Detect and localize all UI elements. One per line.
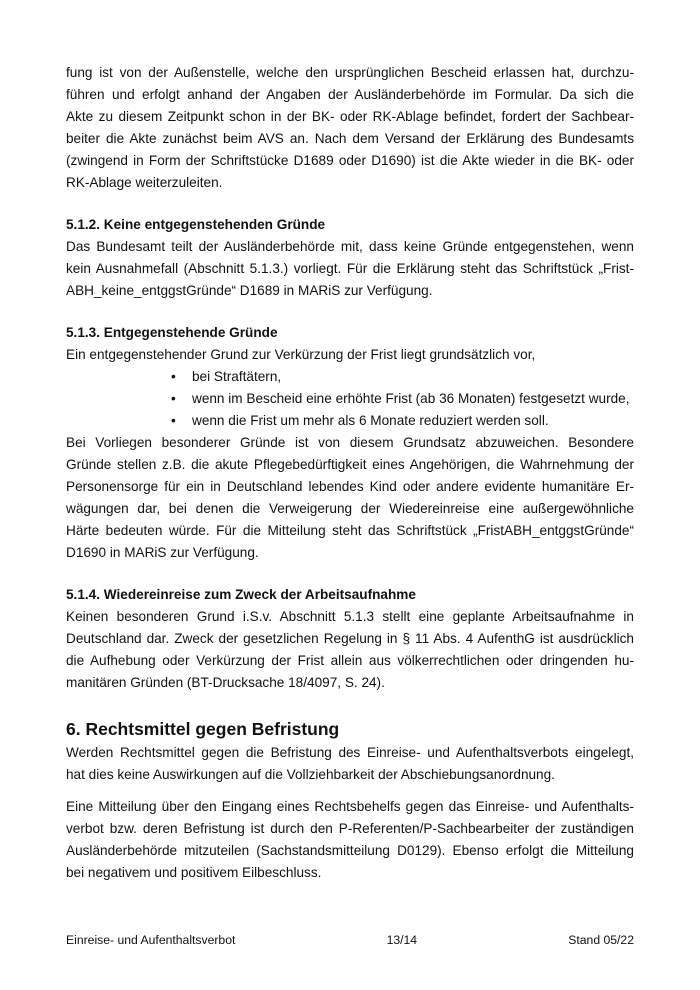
text-line: RK-Ablage weiterzuleiten. <box>66 175 223 190</box>
text-line: Bei Vorliegen besonderer Gründe ist von diesem Grundsatz abzuweichen. Besondere <box>66 435 634 450</box>
text-line: Gründe stellen z.B. die akute Pflegebedürftigkeit eines Angehörigen, die Wahrnehmung der <box>66 457 634 472</box>
bullet-icon: • <box>171 391 176 406</box>
text-line: Deutschland dar. Zweck der gesetzlichen Regelung in § 11 Abs. 4 AufenthG ist ausdrücklich <box>66 631 634 646</box>
text-line: Werden Rechtsmittel gegen die Befristung des Einreise- und Aufenthaltsverbots eingelegt, <box>66 745 634 760</box>
text-line: hat dies keine Auswirkungen auf die Vollziehbarkeit der Abschiebungsanordnung. <box>66 767 555 782</box>
page-body <box>66 62 634 884</box>
text-line: Eine Mitteilung über den Eingang eines Rechtsbehelfs gegen das Einreise- und Aufenthalts- <box>66 799 634 814</box>
bullet-icon: • <box>171 413 176 428</box>
section-heading-6: 6. Rechtsmittel gegen Befristung <box>66 719 340 739</box>
section-heading-5-1-4: 5.1.4. Wiedereinreise zum Zweck der Arbeitsaufnahme <box>66 587 416 602</box>
text-line: Keinen besonderen Grund i.S.v. Abschnitt 5.1.3 stellt eine geplante Arbeitsaufnahme in <box>66 609 634 624</box>
text-line: bei negativem und positivem Eilbeschluss. <box>66 865 322 880</box>
page-footer <box>66 932 634 948</box>
section-5-1-3-lead: Ein entgegenstehender Grund zur Verkürzung der Frist liegt grundsätzlich vor, <box>66 347 536 362</box>
section-5-1-2-paragraph <box>66 236 634 302</box>
bullet-list <box>66 366 634 432</box>
text-line: Das Bundesamt teilt der Ausländerbehörde mit, dass keine Gründe entgegenstehen, wenn <box>66 239 634 254</box>
page-number: 13/14 <box>386 933 418 947</box>
list-item: • wenn im Bescheid eine erhöhte Frist (ab 36 Monaten) festgesetzt wurde, <box>166 388 634 410</box>
text-line: kein Ausnahmefall (Abschnitt 5.1.3.) vorliegt. Für die Erklärung steht das Schriftstück „Frist- <box>66 261 634 276</box>
text-line: die Aufhebung oder Verkürzung der Frist allein aus völkerrechtlichen oder dringenden hu- <box>66 653 634 668</box>
text-line: Härte bedeuten würde. Für die Mitteilung steht das Schriftstück „FristABH_entggstGründe“ <box>66 523 634 538</box>
list-item: • wenn die Frist um mehr als 6 Monate reduziert werden soll. <box>166 410 634 432</box>
text-line: Ausländerbehörde mitzuteilen (Sachstandsmitteilung D0129). Ebenso erfolgt die Mitteilung <box>66 843 634 858</box>
section-5-1-3-paragraph <box>66 432 634 564</box>
text-line: (zwingend in Form der Schriftstücke D1689 oder D1690) ist die Akte wieder in die BK- oder <box>66 153 634 168</box>
text-line: Akte zu diesem Zeitpunkt schon in der BK- oder RK-Ablage befindet, fordert der Sachbear- <box>66 109 634 124</box>
section-heading-5-1-2: 5.1.2. Keine entgegenstehenden Gründe <box>66 217 326 232</box>
footer-title: Einreise- und Aufenthaltsverbot <box>66 933 236 947</box>
section-6-paragraph-1 <box>66 742 634 786</box>
bullet-icon: • <box>171 369 176 384</box>
list-item: • bei Straftätern, <box>166 366 634 388</box>
text-line: manitären Gründen (BT-Drucksache 18/4097, S. 24). <box>66 675 385 690</box>
text-line: D1690 in MARiS zur Verfügung. <box>66 545 259 560</box>
text-line: fung ist von der Außenstelle, welche den ursprünglichen Bescheid erlassen hat, durchzu- <box>66 65 634 80</box>
text-line: wägungen dar, bei denen die Verweigerung der Wiedereinreise eine außergewöhnliche <box>66 501 634 516</box>
text-line: führen und erfolgt anhand der Angaben der Ausländerbehörde im Formular. Da sich die <box>66 87 634 102</box>
text-line: verbot bzw. deren Befristung ist durch den P-Referenten/P-Sachbearbeiter der zuständigen <box>66 821 634 836</box>
intro-paragraph <box>66 62 634 194</box>
text-line: beiter die Akte zunächst beim AVS an. Nach dem Versand der Erklärung des Bundesamts <box>66 131 634 146</box>
text-line: ABH_keine_entggstGründe“ D1689 in MARiS zur Verfügung. <box>66 283 433 298</box>
footer-version: Stand 05/22 <box>568 933 634 947</box>
section-6-paragraph-2 <box>66 796 634 884</box>
section-5-1-4-paragraph <box>66 606 634 694</box>
text-line: Personensorge für ein in Deutschland lebendes Kind oder andere evidente humanitäre Er- <box>66 479 634 494</box>
section-heading-5-1-3: 5.1.3. Entgegenstehende Gründe <box>66 325 278 340</box>
